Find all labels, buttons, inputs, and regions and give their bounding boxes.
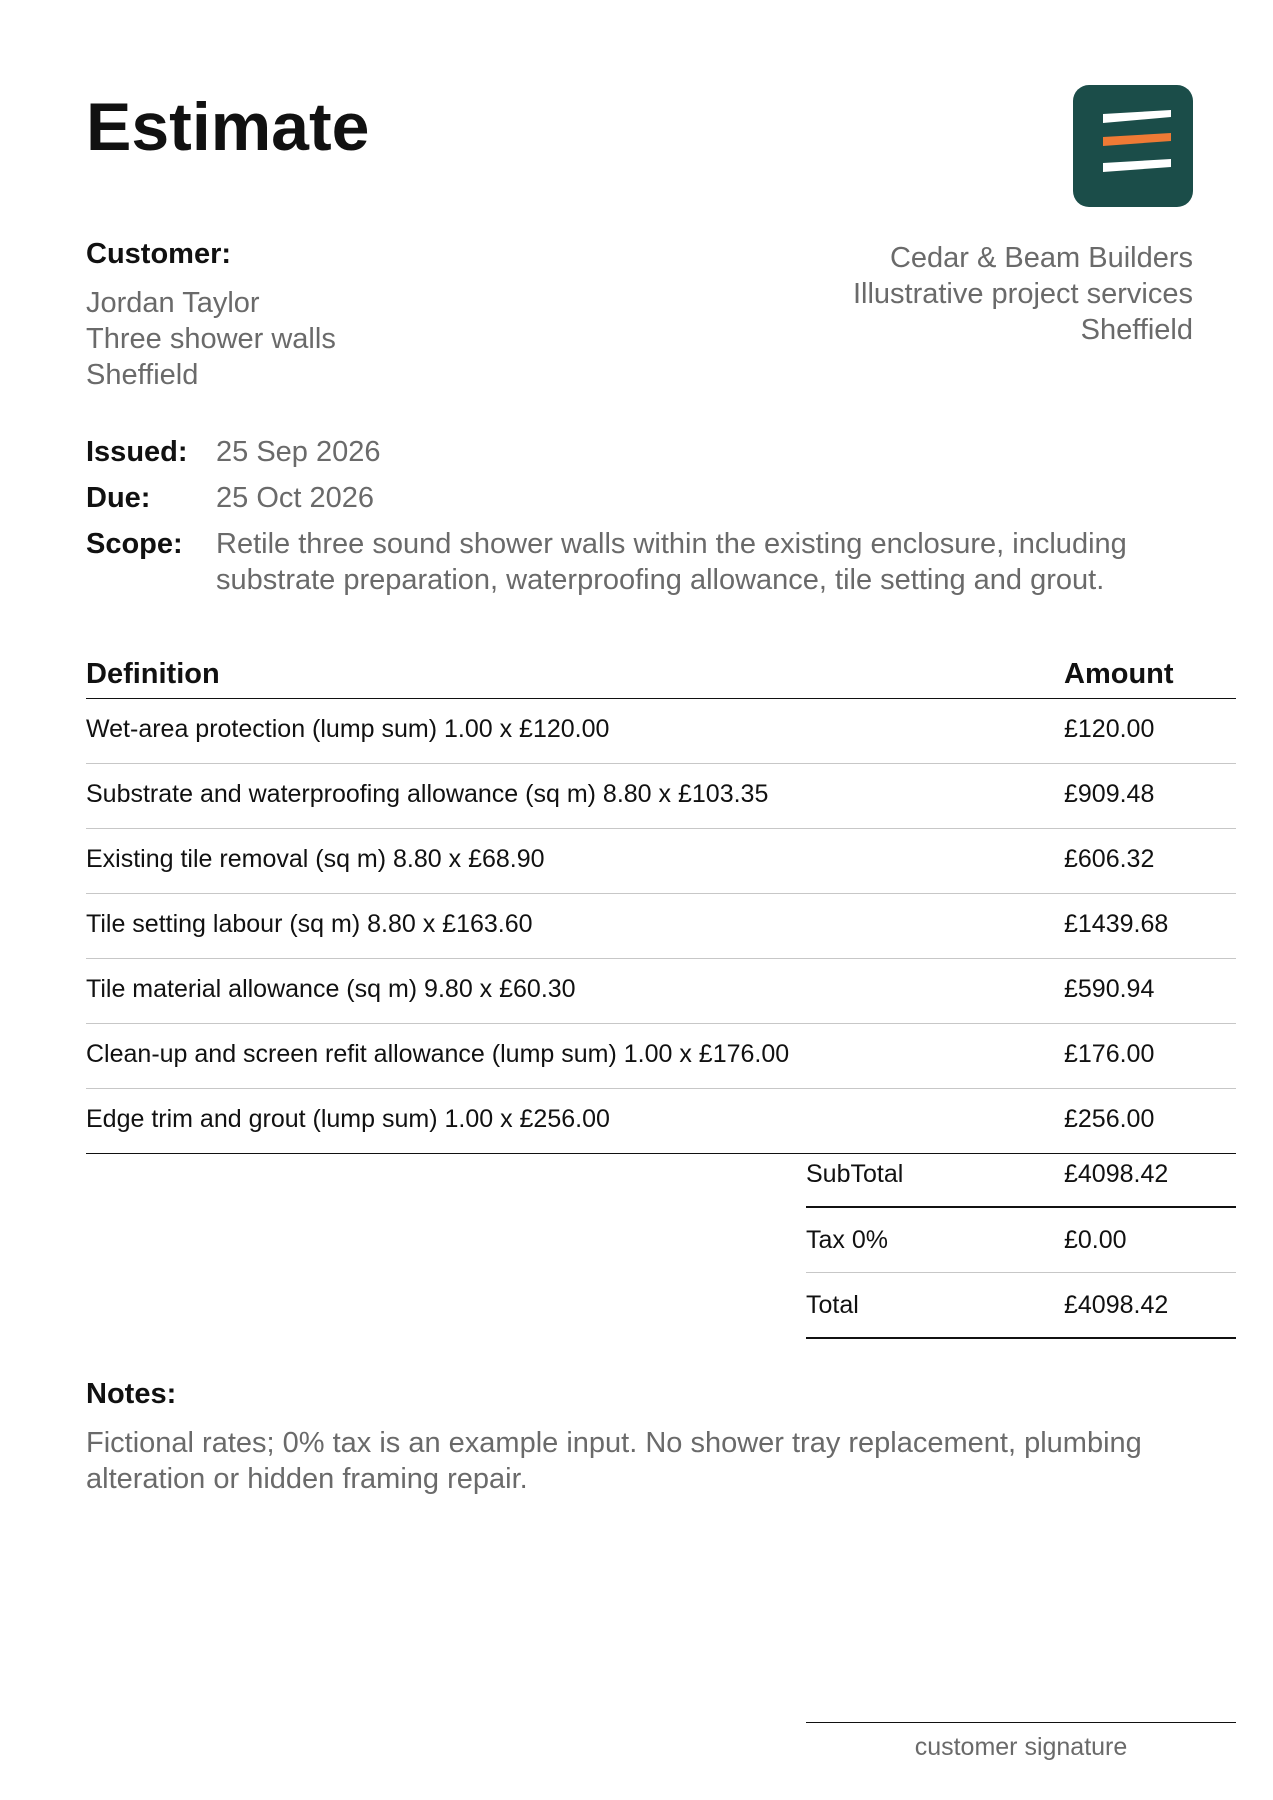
issued-value: 25 Sep 2026 (216, 436, 381, 468)
scope-label: Scope: (86, 528, 183, 560)
total-label: Total (806, 1291, 859, 1319)
stacked-planks-logo-icon (1073, 85, 1193, 207)
customer-project: Three shower walls (86, 323, 336, 355)
due-label: Due: (86, 482, 151, 514)
notes-text: Fictional rates; 0% tax is an example input. No shower tray replacement, plumbing alteration or hidden framing repair. (86, 1427, 1142, 1495)
signature-label: customer signature (914, 1733, 1128, 1761)
table-row (86, 829, 1236, 894)
table-row (86, 959, 1236, 1024)
row-amount: £590.94 (1064, 975, 1155, 1003)
customer-details (86, 285, 646, 393)
row-amount: £606.32 (1064, 845, 1155, 873)
row-amount: £1439.68 (1064, 910, 1169, 938)
row-description: Clean-up and screen refit allowance (lump sum) 1.00 x £176.00 (86, 1040, 790, 1068)
table-row (86, 764, 1236, 829)
row-description: Tile material allowance (sq m) 9.80 x £60.30 (86, 975, 576, 1003)
row-description: Wet-area protection (lump sum) 1.00 x £120.00 (86, 715, 610, 743)
issued-row (86, 434, 1246, 470)
table-row (86, 1024, 1236, 1089)
issued-label: Issued: (86, 436, 188, 468)
document-title: Estimate (86, 89, 370, 165)
company-block (593, 240, 1193, 348)
row-amount: £909.48 (1064, 780, 1155, 808)
company-name: Cedar & Beam Builders (889, 242, 1193, 274)
notes-block (86, 1378, 1246, 1497)
subtotal-row (806, 1148, 1236, 1208)
notes-label: Notes: (86, 1378, 177, 1410)
scope-value: Retile three sound shower walls within the existing enclosure, including substrate preparation, waterproofing allowance, tile setting and grout. (216, 528, 1127, 596)
subtotal-value: £4098.42 (1064, 1160, 1169, 1188)
total-value: £4098.42 (1064, 1291, 1169, 1319)
total-row (806, 1273, 1236, 1339)
estimate-meta (86, 434, 1246, 608)
table-row (86, 699, 1236, 764)
row-amount: £176.00 (1064, 1040, 1155, 1068)
table-row (86, 1089, 1236, 1154)
row-description: Substrate and waterproofing allowance (sq m) 8.80 x £103.35 (86, 780, 769, 808)
customer-city: Sheffield (86, 359, 199, 391)
column-header-amount: Amount (1064, 658, 1174, 690)
row-description: Tile setting labour (sq m) 8.80 x £163.60 (86, 910, 533, 938)
row-description: Edge trim and grout (lump sum) 1.00 x £256.00 (86, 1105, 610, 1133)
customer-name: Jordan Taylor (86, 287, 260, 319)
table-header (86, 652, 1236, 699)
row-amount: £120.00 (1064, 715, 1155, 743)
customer-label: Customer: (86, 238, 232, 270)
column-header-definition: Definition (86, 658, 220, 690)
tax-row (806, 1208, 1236, 1273)
scope-row (86, 526, 1246, 598)
totals-block (806, 1148, 1236, 1339)
company-city: Sheffield (1080, 314, 1193, 346)
due-value: 25 Oct 2026 (216, 482, 374, 514)
row-amount: £256.00 (1064, 1105, 1155, 1133)
row-description: Existing tile removal (sq m) 8.80 x £68.90 (86, 845, 545, 873)
tax-value: £0.00 (1064, 1226, 1127, 1254)
subtotal-label: SubTotal (806, 1160, 904, 1188)
company-logo (1073, 85, 1193, 207)
table-row (86, 894, 1236, 959)
due-row (86, 480, 1246, 516)
line-items-table (86, 652, 1236, 1154)
company-tagline: Illustrative project services (852, 278, 1193, 310)
customer-block (86, 238, 646, 393)
tax-label: Tax 0% (806, 1226, 888, 1254)
signature-line (806, 1722, 1236, 1763)
